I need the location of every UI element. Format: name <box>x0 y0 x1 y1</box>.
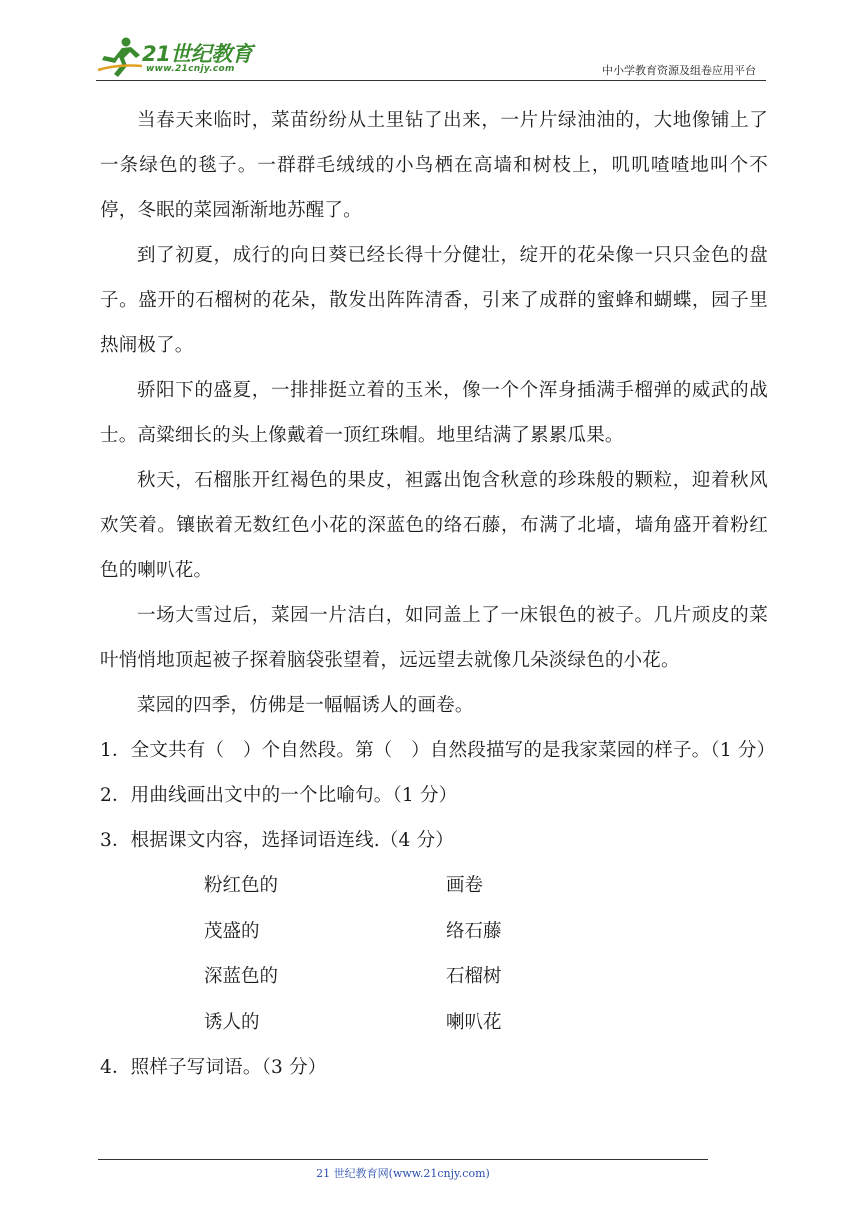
match-left-word: 茂盛的 <box>204 920 260 942</box>
question-4: 4．照样子写词语。（3 分） <box>100 1057 327 1078</box>
footer-divider <box>98 1159 708 1160</box>
page-header <box>96 36 766 80</box>
passage-paragraph: 秋天，石榴胀开红褐色的果皮，袒露出饱含秋意的珍珠般的颗粒，迎着秋风欢笑着。镶嵌着无数红色小花的深蓝色的络石藤，布满了北墙，墙角盛开着粉红色的喇叭花。 <box>100 470 768 581</box>
question-2: 2．用曲线画出文中的一个比喻句。（1 分） <box>100 785 458 806</box>
passage-paragraph: 菜园的四季，仿佛是一幅幅诱人的画卷。 <box>137 695 474 716</box>
header-divider <box>96 80 766 81</box>
match-right-word: 喇叭花 <box>446 1011 502 1033</box>
passage-paragraph: 一场大雪过后，菜园一片洁白，如同盖上了一床银色的被子。几片顽皮的菜叶悄悄地顶起被子探着脑袋张望着，远远望去就像几朵淡绿色的小花。 <box>100 605 768 671</box>
passage-paragraph: 当春天来临时，菜苗纷纷从土里钻了出来，一片片绿油油的，大地像铺上了一条绿色的毯子。一群群毛绒绒的小鸟栖在高墙和树枝上，叽叽喳喳地叫个不停，冬眠的菜园渐渐地苏醒了。 <box>100 110 768 221</box>
question-1: 1．全文共有（ ）个自然段。第（ ）自然段描写的是我家菜园的样子。（1 分） <box>100 740 776 761</box>
match-row <box>100 954 768 1000</box>
document-body <box>100 98 776 1090</box>
match-right-word: 石榴树 <box>446 966 502 987</box>
match-row <box>100 863 768 909</box>
match-right-word: 画卷 <box>446 875 484 896</box>
match-right-word: 络石藤 <box>446 920 502 942</box>
platform-name: 中小学教育资源及组卷应用平台 <box>602 64 756 77</box>
passage-paragraph: 骄阳下的盛夏，一排排挺立着的玉米，像一个个浑身插满手榴弹的威武的战士。高粱细长的头上像戴着一顶红珠帽。地里结满了累累瓜果。 <box>100 380 768 446</box>
runner-icon <box>96 36 144 80</box>
logo-url: www.21cnjy.com <box>146 64 235 74</box>
site-logo <box>96 36 266 80</box>
question-3: 3．根据课文内容，选择词语连线.（4 分） <box>100 830 455 851</box>
passage-paragraph: 到了初夏，成行的向日葵已经长得十分健壮，绽开的花朵像一只只金色的盘子。盛开的石榴树的花朵，散发出阵阵清香，引来了成群的蜜蜂和蝴蝶，园子里热闹极了。 <box>100 245 768 356</box>
match-row <box>100 909 768 955</box>
word-matching-table <box>100 863 768 1045</box>
match-left-word: 诱人的 <box>204 1011 260 1033</box>
page-footer: 21 世纪教育网(www.21cnjy.com) <box>316 1167 490 1180</box>
match-left-word: 深蓝色的 <box>204 966 279 987</box>
match-left-word: 粉红色的 <box>204 875 279 896</box>
match-row <box>100 1000 768 1046</box>
logo-text: 21世纪教育 <box>142 42 253 66</box>
